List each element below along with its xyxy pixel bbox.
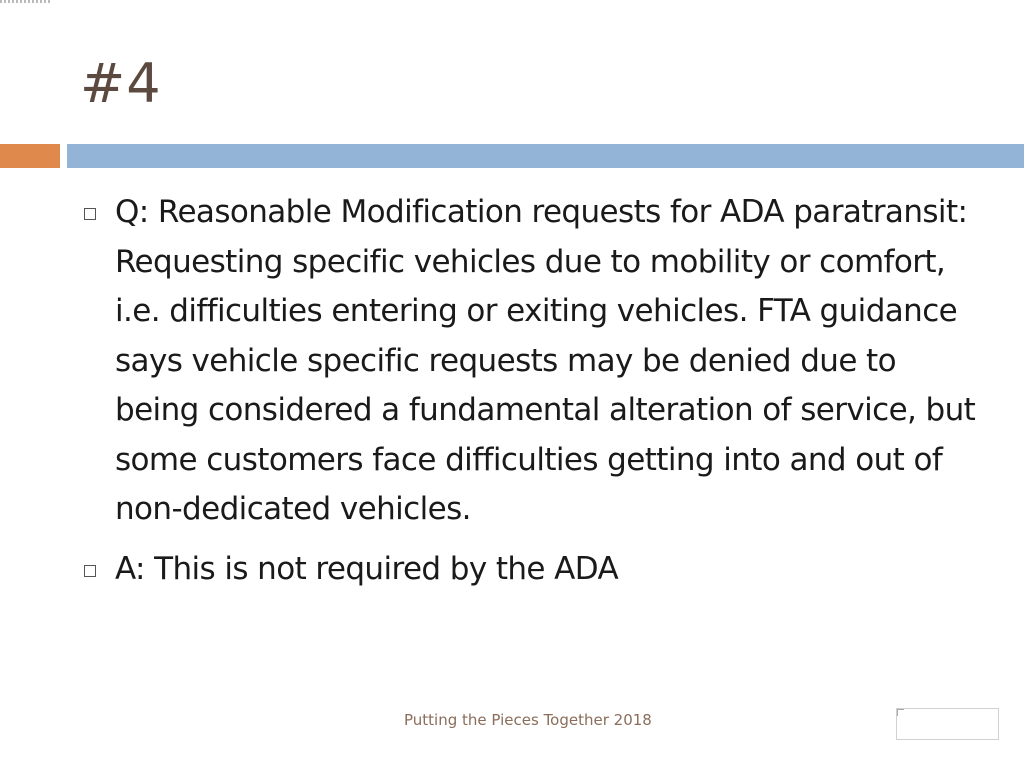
corner-mark: [0, 0, 50, 3]
slide-nav-box[interactable]: [896, 708, 999, 740]
square-bullet-icon: [84, 208, 96, 220]
slide-title: #4: [80, 52, 162, 115]
bullet-text: A: This is not required by the ADA: [115, 550, 619, 587]
square-bullet-icon: [84, 565, 96, 577]
bullet-answer: [80, 545, 980, 595]
accent-bar-blue: [67, 144, 1024, 168]
bullet-list: [80, 188, 980, 594]
bullet-text: Q: Reasonable Modification requests for ADA paratransit: Requesting specific vehicles due to mobility or comfort, i.e. difficulties entering or exiting vehicles. FTA guidance says vehicle specific requests may be denied due to being considered a fundamental alteration of service, but some customers face difficulties getting into and out of non-dedicated vehicles.: [115, 194, 976, 527]
slide-footer: Putting the Pieces Together 2018: [404, 711, 652, 729]
accent-bar-orange: [0, 144, 60, 168]
nav-corner-icon: [897, 709, 904, 716]
bullet-question: [80, 188, 980, 535]
